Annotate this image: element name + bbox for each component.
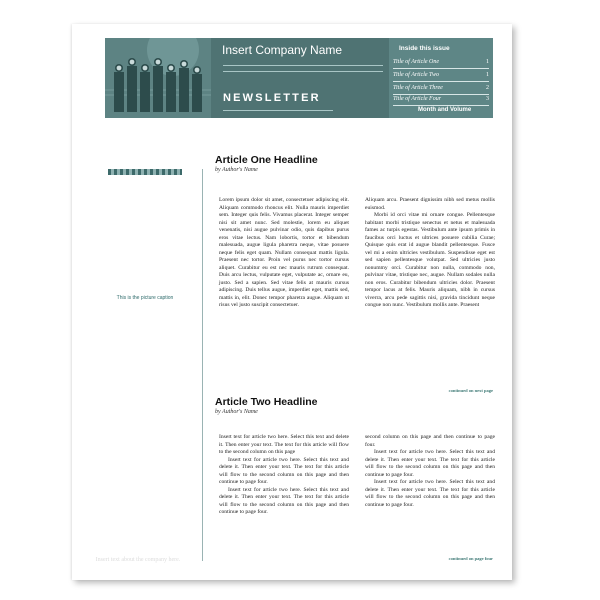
article-two-continued[interactable]: continued on page four bbox=[448, 556, 493, 561]
article-two-paragraph: second column on this page and then continue to page four. bbox=[365, 434, 495, 448]
newsletter-title: NEWSLETTER bbox=[223, 92, 321, 104]
article-two-byline: by Author's Name bbox=[215, 409, 258, 415]
article-one-paragraph: Morbi id orci vitae mi ornare congue. Pellentesque habitant morbi tristique senectus et netus et malesuada fames ac turpis egestas. Vestibulum ante ipsum primis in faucibus orci luctus et ultrices posuere cubilia Curae; Quisque quis erat id augue blandit pellentesque. Fusce vel mi a enim ultricies vestibulum. Suspendisse eget est sed sapien pellentesque volutpat. Sed ultricies justo nonummy orci. Curabitur non nulla, commodo non, pulvinar vitae, tristique nec, augue. Nullam sodales nulla non eros. Curabitur bibendum ultricies dolor. Praesent tempor lacus at felis. Mauris aliquam, nibh in cursus viverra, arcu pede sagittis nisi, gravida tincidunt neque congue non nunc. Vestibulum mollis ante. Praesent bbox=[365, 212, 495, 308]
month-and-volume: Month and Volume bbox=[418, 107, 472, 113]
picture-caption: This is the picture caption bbox=[116, 295, 174, 301]
article-one-column-1 bbox=[219, 197, 349, 310]
column-divider bbox=[202, 169, 203, 561]
article-two-paragraph: Insert text for article two here. Select this text and delete it. Then enter your text. The text for this article will flow to the second column on this page and then continue to page four. bbox=[219, 486, 349, 515]
article-one-continued[interactable]: continued on next page bbox=[448, 388, 493, 393]
team-photo bbox=[105, 38, 211, 118]
sidebar-footer-text: Insert text about the company here. bbox=[95, 557, 181, 563]
article-one-byline: by Author's Name bbox=[215, 167, 258, 173]
inside-this-issue-panel bbox=[389, 38, 493, 118]
article-two-paragraph: Insert text for article two here. Select this text and delete it. Then enter your text. The text for this article will flow to the second column on this page and then continue to page four. bbox=[365, 449, 495, 478]
article-one-paragraph: Aliquam arcu. Praesent dignissim nibh sed metus mollis euismod. bbox=[365, 197, 495, 211]
article-one-paragraph: Lorem ipsum dolor sit amet, consectetuer adipiscing elit. Aliquam commodo rhoncus elit. Nulla mauris imperdiet sem. Integer quis felis. Vivamus placerat. Integer semper nisi sit amet nunc. Sed molestie, lorem eu aliquet venenatis, nisi augue pulvinar odio, quis dapibus purus eros vitae lectus. Nam lobortis, tortor et bibendum malesuada, augue ligula pharetra neque, vitae posuere neque felis eget quam. Nullam consequat mattis ligula. Praesent nec tortor. Proin vel purus nec tortor cursus aliquet. Curabitur eu est nec mauris rutrum consequat. Duis arcu lectus, vulputate eget, vulputate ac, ornare eu, justo. Sed a sapien. Sed vitae felis at mauris cursus adipiscing. Duis tellus augue, imperdiet eget, mattis sed, mattis in, elit. Donec tempor pharetra augue. Aliquam ut risus vel justo suscipit consectetuer. bbox=[219, 197, 349, 308]
newsletter-page bbox=[72, 24, 512, 580]
company-name: Insert Company Name bbox=[222, 43, 343, 57]
article-two-paragraph: Insert text for article two here. Select this text and delete it. Then enter your text. The text for this article will flow to the second column on this page and then continue to page four. bbox=[219, 456, 349, 485]
header-rule bbox=[223, 71, 383, 72]
toc-entry[interactable]: Title of Article Three 2 bbox=[393, 84, 489, 95]
article-two-headline: Article Two Headline bbox=[215, 396, 318, 408]
article-two-column-2 bbox=[365, 434, 495, 509]
article-one-column-2 bbox=[365, 197, 495, 310]
masthead bbox=[105, 38, 493, 118]
toc-title: Inside this issue bbox=[399, 45, 450, 52]
toc-entry[interactable]: Title of Article Two 1 bbox=[393, 71, 489, 82]
article-two-paragraph: Insert text for article two here. Select this text and delete it. Then enter your text. The text for this article will flow to the second column on this page bbox=[219, 434, 349, 455]
toc-entry[interactable]: Title of Article Four 3 bbox=[393, 95, 489, 106]
sidebar-picture bbox=[108, 169, 182, 175]
article-one-headline: Article One Headline bbox=[215, 154, 318, 166]
header-rule bbox=[223, 65, 383, 66]
article-two-paragraph: Insert text for article two here. Select this text and delete it. Then enter your text. The text for this article will flow to the second column on this page and then continue to page four. bbox=[365, 479, 495, 508]
header-rule bbox=[223, 110, 333, 111]
toc-entry[interactable]: Title of Article One 1 bbox=[393, 58, 489, 69]
article-two-column-1 bbox=[219, 434, 349, 517]
